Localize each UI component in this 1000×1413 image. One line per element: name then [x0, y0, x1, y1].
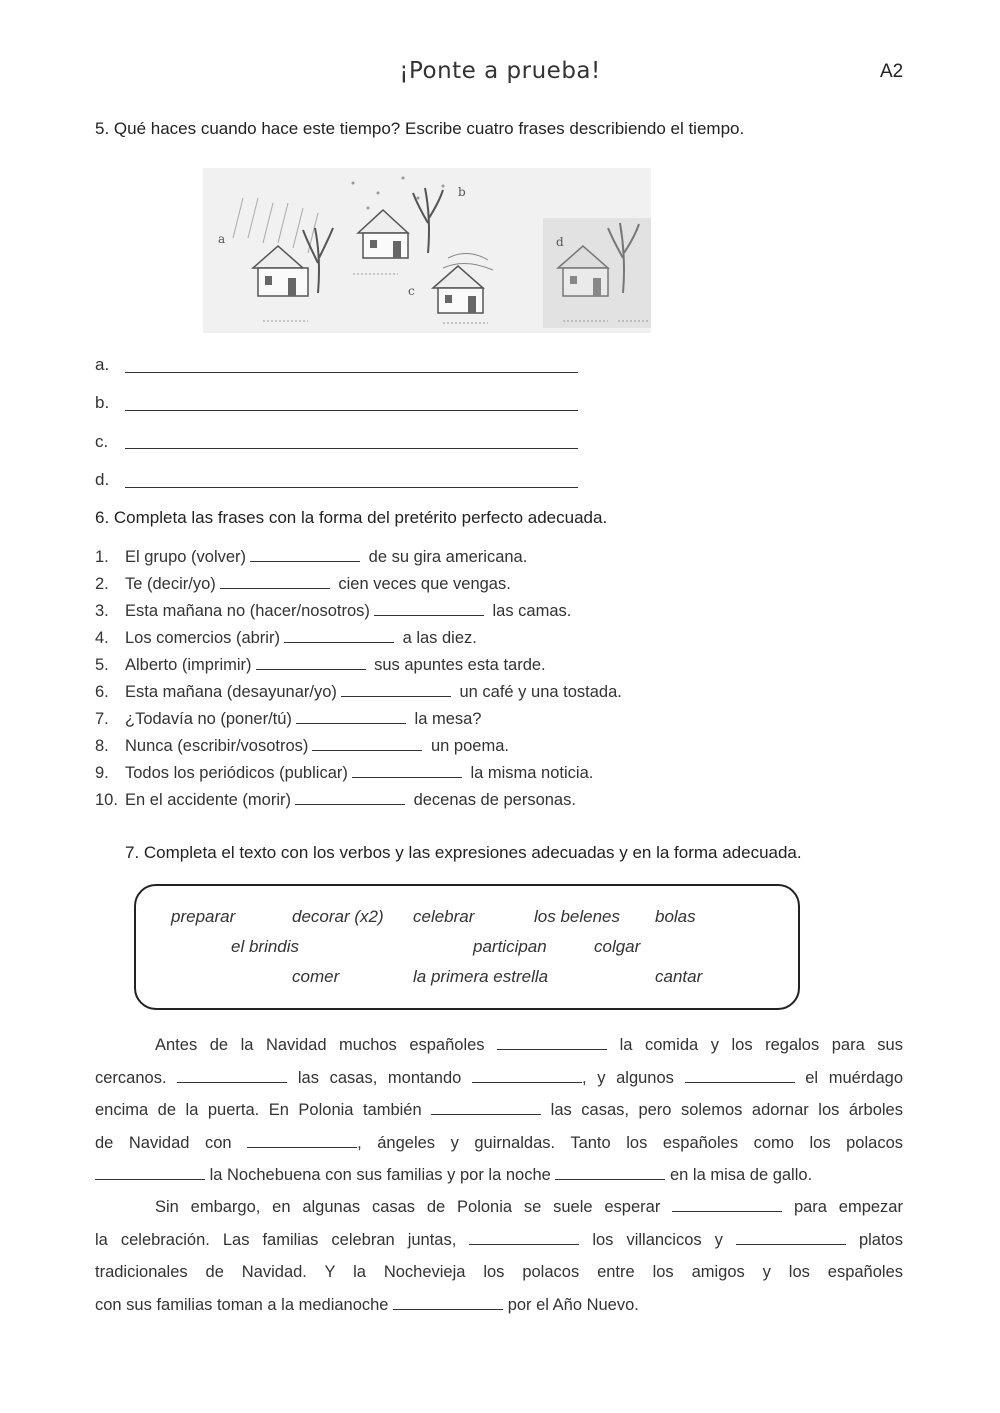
page-title: ¡Ponte a prueba! — [399, 58, 601, 84]
item-rest: cien veces que vengas. — [338, 575, 511, 593]
text-line-8 — [95, 1256, 903, 1289]
fill-blank[interactable] — [95, 1165, 205, 1180]
fill-blank[interactable] — [295, 788, 405, 805]
fill-blank[interactable] — [431, 1100, 541, 1115]
text-segment: , y algunos — [581, 1069, 674, 1087]
word-bank-item: comer — [292, 967, 340, 986]
item-prompt: Esta mañana (desayunar/yo) — [125, 683, 337, 701]
list-item — [95, 761, 622, 788]
text-segment: el muérdago — [805, 1069, 904, 1087]
text-line-9 — [95, 1289, 903, 1322]
item-prompt: Te (decir/yo) — [125, 575, 216, 593]
exercise-6-list — [95, 545, 622, 815]
text-segment: para empezar — [793, 1198, 903, 1216]
text-segment: la Nochebuena con sus familias y por la noche — [209, 1166, 551, 1184]
text-segment: tradicionales de Navidad. Y la Nochevieja los polacos entre los amigos y los españoles — [95, 1263, 903, 1281]
answer-line-b[interactable] — [125, 410, 578, 411]
list-item — [95, 626, 622, 653]
fill-blank[interactable] — [374, 599, 484, 616]
word-bank-item: participan — [473, 937, 547, 956]
text-segment: encima de la puerta. En Polonia también — [95, 1101, 422, 1119]
item-prompt: Esta mañana no (hacer/nosotros) — [125, 602, 370, 620]
text-segment: la celebración. Las familias celebran juntas, — [95, 1231, 457, 1249]
item-rest: de su gira americana. — [368, 548, 528, 566]
list-item — [95, 788, 622, 815]
item-number: 1. — [95, 548, 109, 566]
exercise-5-question: 5. Qué haces cuando hace este tiempo? Escribe cuatro frases describiendo el tiempo. — [95, 119, 745, 138]
word-bank-item: la primera estrella — [413, 967, 549, 986]
answer-line-a[interactable] — [125, 372, 578, 373]
fill-blank[interactable] — [393, 1295, 503, 1310]
item-number: 6. — [95, 683, 109, 701]
fill-blank[interactable] — [736, 1230, 846, 1245]
item-prompt: En el accidente (morir) — [125, 791, 291, 809]
item-number: 5. — [95, 656, 109, 674]
text-segment: en la misa de gallo. — [669, 1166, 813, 1184]
exercise-6-question: 6. Completa las frases con la forma del pretérito perfecto adecuada. — [95, 508, 608, 527]
text-segment: , ángeles y guirnaldas. Tanto los españoles como los polacos — [357, 1134, 903, 1152]
fill-blank[interactable] — [352, 761, 462, 778]
fill-blank[interactable] — [250, 545, 360, 562]
word-bank-item: bolas — [655, 907, 696, 926]
text-segment: la comida y los regalos para sus — [619, 1036, 903, 1054]
text-segment: de Navidad con — [95, 1134, 232, 1152]
fill-blank[interactable] — [685, 1068, 795, 1083]
exercise-7-question: 7. Completa el texto con los verbos y las expresiones adecuadas y en la forma adecuada. — [125, 843, 802, 862]
item-number: 10. — [95, 791, 118, 809]
fill-blank[interactable] — [296, 707, 406, 724]
list-item — [95, 572, 622, 599]
text-segment: los villancicos y — [592, 1231, 723, 1249]
fill-blank[interactable] — [256, 653, 366, 670]
answer-line-c[interactable] — [125, 448, 578, 449]
item-number: 4. — [95, 629, 109, 647]
answer-label-c: c. — [95, 432, 109, 451]
answer-label-d: d. — [95, 470, 110, 489]
item-rest: un poema. — [430, 737, 509, 755]
list-item — [95, 707, 622, 734]
text-line-5 — [95, 1159, 903, 1192]
text-line-3 — [95, 1094, 903, 1127]
item-number: 2. — [95, 575, 109, 593]
word-bank-item: preparar — [171, 907, 236, 926]
text-segment: por el Año Nuevo. — [507, 1296, 639, 1314]
fill-blank[interactable] — [220, 572, 330, 589]
text-line-6 — [95, 1191, 903, 1224]
list-item — [95, 734, 622, 761]
text-segment: cercanos. — [95, 1069, 167, 1087]
item-rest: las camas. — [492, 602, 572, 620]
text-segment: Antes de la Navidad muchos españoles — [155, 1036, 485, 1054]
item-rest: a las diez. — [402, 629, 477, 647]
image-label-b: b — [458, 185, 466, 199]
list-item — [95, 599, 622, 626]
word-bank-item: decorar (x2) — [292, 907, 384, 926]
word-bank-item: celebrar — [413, 907, 475, 926]
fill-blank[interactable] — [312, 734, 422, 751]
item-rest: decenas de personas. — [413, 791, 576, 809]
fill-blank[interactable] — [247, 1133, 357, 1148]
item-number: 9. — [95, 764, 109, 782]
word-bank-item: cantar — [655, 967, 703, 986]
item-rest: la misma noticia. — [470, 764, 594, 782]
level-label: A2 — [880, 61, 904, 82]
fill-blank[interactable] — [555, 1165, 665, 1180]
item-rest: un café y una tostada. — [459, 683, 622, 701]
list-item — [95, 653, 622, 680]
text-line-2 — [95, 1062, 903, 1095]
text-line-1 — [95, 1029, 903, 1062]
item-prompt: Todos los periódicos (publicar) — [125, 764, 348, 782]
item-rest: la mesa? — [414, 710, 482, 728]
answer-line-d[interactable] — [125, 487, 578, 488]
text-segment: platos — [858, 1231, 903, 1249]
item-prompt: Nunca (escribir/vosotros) — [125, 737, 309, 755]
fill-blank[interactable] — [469, 1230, 579, 1245]
text-line-7 — [95, 1224, 903, 1257]
text-segment: las casas, montando — [297, 1069, 462, 1087]
image-label-a: a — [218, 232, 226, 246]
item-number: 3. — [95, 602, 109, 620]
word-bank-item: colgar — [594, 937, 641, 956]
text-line-4 — [95, 1127, 903, 1160]
image-label-d: d — [556, 235, 564, 249]
text-segment: las casas, pero solemos adornar los árboles — [550, 1101, 903, 1119]
item-rest: sus apuntes esta tarde. — [374, 656, 546, 674]
text-segment: Sin embargo, en algunas casas de Polonia se suele esperar — [155, 1198, 661, 1216]
item-number: 8. — [95, 737, 109, 755]
item-prompt: ¿Todavía no (poner/tú) — [125, 710, 292, 728]
item-number: 7. — [95, 710, 109, 728]
fill-blank[interactable] — [672, 1197, 782, 1212]
fill-blank[interactable] — [341, 680, 451, 697]
item-prompt: El grupo (volver) — [125, 548, 247, 566]
text-segment: con sus familias toman a la medianoche — [95, 1296, 389, 1314]
word-bank-item: el brindis — [231, 937, 300, 956]
fill-blank[interactable] — [177, 1068, 287, 1083]
list-item — [95, 680, 622, 707]
word-bank-item: los belenes — [534, 907, 621, 926]
item-prompt: Alberto (imprimir) — [125, 656, 252, 674]
item-prompt: Los comercios (abrir) — [125, 629, 280, 647]
answer-label-b: b. — [95, 393, 110, 412]
fill-blank[interactable] — [497, 1035, 607, 1050]
fill-blank[interactable] — [472, 1068, 582, 1083]
weather-illustration — [203, 168, 651, 333]
fill-blank[interactable] — [284, 626, 394, 643]
list-item — [95, 545, 622, 572]
image-label-c: c — [408, 284, 415, 298]
answer-label-a: a. — [95, 355, 110, 374]
